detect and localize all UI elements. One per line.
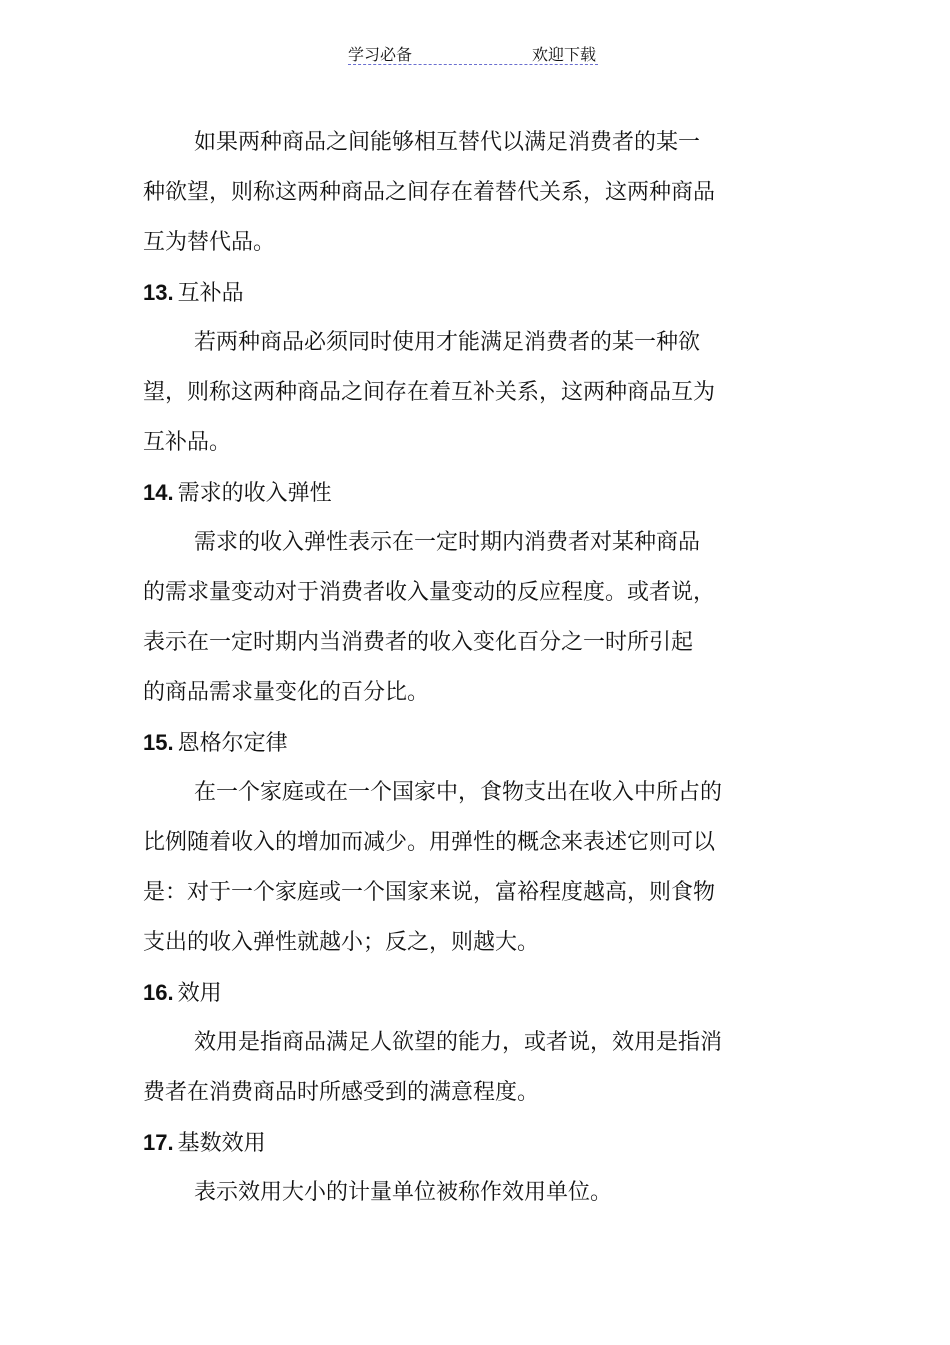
- paragraph-line: 的需求量变动对于消费者收入量变动的反应程度。或者说，: [143, 580, 716, 605]
- paragraph-line: 表示在一定时期内当消费者的收入变化百分之一时所引起: [143, 630, 694, 655]
- paragraph-line: 种欲望，则称这两种商品之间存在着替代关系，这两种商品: [143, 180, 716, 205]
- paragraph-line: 的商品需求量变化的百分比。: [143, 680, 430, 705]
- section-title: 需求的收入弹性: [177, 481, 332, 506]
- section-number: 15.: [143, 730, 174, 755]
- section-title: 互补品: [177, 281, 244, 306]
- paragraph-line: 比例随着收入的增加而减少。用弹性的概念来表述它则可以: [143, 830, 716, 855]
- paragraph-first-line: 效用是指商品满足人欲望的能力，或者说，效用是指消: [194, 1030, 723, 1055]
- paragraph-first-line: 表示效用大小的计量单位被称作效用单位。: [194, 1180, 613, 1205]
- section-number: 13.: [143, 280, 174, 305]
- paragraph-first-line: 需求的收入弹性表示在一定时期内消费者对某种商品: [194, 530, 701, 555]
- section-number: 16.: [143, 980, 174, 1005]
- paragraph-first-line: 若两种商品必须同时使用才能满足消费者的某一种欲: [194, 330, 701, 355]
- header-left-text: 学习必备: [348, 45, 413, 64]
- paragraph-line: 支出的收入弹性就越小；反之，则越大。: [143, 930, 540, 955]
- paragraph-line: 是：对于一个家庭或一个国家来说，富裕程度越高，则食物: [143, 880, 716, 905]
- paragraph-line: 互为替代品。: [143, 230, 276, 255]
- section-heading: [143, 718, 763, 768]
- page-header: [348, 42, 598, 65]
- document-body: [143, 118, 763, 1218]
- header-right-text: 欢迎下载: [531, 45, 596, 64]
- paragraph-line: 费者在消费商品时所感受到的满意程度。: [143, 1080, 540, 1105]
- section-title: 基数效用: [177, 1131, 266, 1156]
- section-number: 17.: [143, 1130, 174, 1155]
- section-heading: [143, 968, 763, 1018]
- section-heading: [143, 468, 763, 518]
- paragraph-line: 望，则称这两种商品之间存在着互补关系，这两种商品互为: [143, 380, 716, 405]
- paragraph-line: 互补品。: [143, 430, 232, 455]
- section-heading: [143, 268, 763, 318]
- section-number: 14.: [143, 480, 174, 505]
- section-title: 效用: [177, 981, 222, 1006]
- section-heading: [143, 1118, 763, 1168]
- paragraph-first-line: 在一个家庭或在一个国家中，食物支出在收入中所占的: [194, 780, 723, 805]
- paragraph-first-line: 如果两种商品之间能够相互替代以满足消费者的某一: [194, 130, 701, 155]
- section-title: 恩格尔定律: [177, 731, 288, 756]
